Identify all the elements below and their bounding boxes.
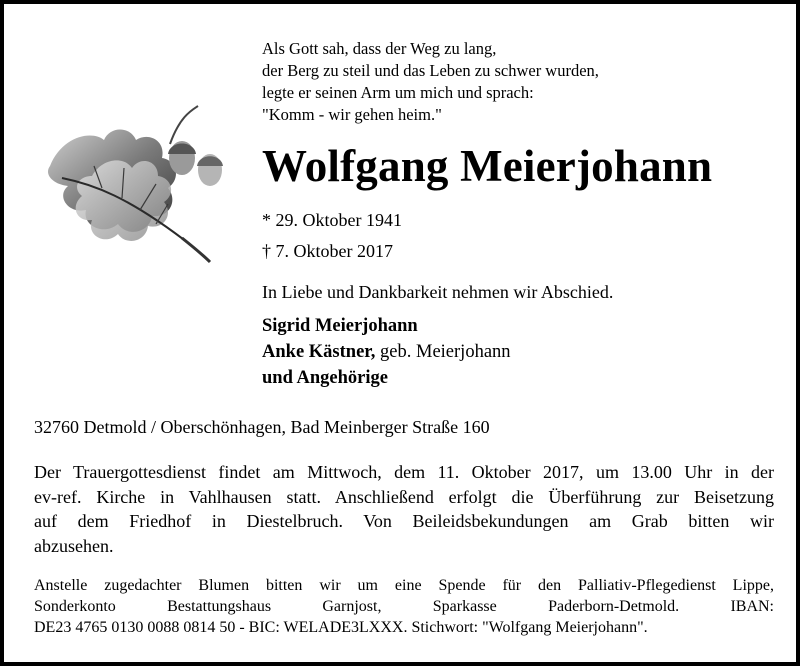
- mourner-name: Sigrid Meierjohann: [262, 316, 418, 336]
- service-line: abzusehen.: [34, 535, 114, 556]
- farewell-text: In Liebe und Dankbarkeit nehmen wir Abschied.: [262, 282, 614, 302]
- mourners: [262, 313, 511, 391]
- donation-line: Anstelle zugedachter Blumen bitten wir um eine Spende für den Palliativ-Pflegedienst Lippe,: [34, 577, 774, 594]
- donation-line: Sonderkonto Bestattungshaus Garnjost, Sparkasse Paderborn-Detmold. IBAN:: [34, 598, 774, 615]
- mourner-maiden-name: geb. Meierjohann: [375, 342, 511, 362]
- life-dates: [262, 205, 402, 267]
- death-date: † 7. Oktober 2017: [262, 241, 393, 261]
- poem-line: "Komm - wir gehen heim.": [262, 105, 442, 124]
- poem-line: legte er seinen Arm um mich und sprach:: [262, 83, 534, 102]
- poem-line: der Berg zu steil und das Leben zu schwer wurden,: [262, 61, 599, 80]
- mourner-entry: [262, 339, 511, 365]
- poem: [262, 38, 599, 126]
- service-line: auf dem Friedhof in Diestelbruch. Von Beileidsbekundungen am Grab bitten wir: [34, 511, 774, 531]
- oak-leaf-acorn-icon: [32, 96, 232, 266]
- mourner-name: und Angehörige: [262, 368, 388, 388]
- poem-line: Als Gott sah, dass der Weg zu lang,: [262, 39, 497, 58]
- birth-date: * 29. Oktober 1941: [262, 210, 402, 230]
- service-line: ev-ref. Kirche in Vahlhausen statt. Anschließend erfolgt die Überführung zur Beisetzung: [34, 486, 774, 507]
- donation-line: DE23 4765 0130 0088 0814 50 - BIC: WELADE3LXXX. Stichwort: "Wolfgang Meierjohann".: [34, 619, 648, 636]
- address: 32760 Detmold / Oberschönhagen, Bad Meinberger Straße 160: [34, 417, 490, 437]
- mourner-name: Anke Kästner,: [262, 342, 376, 362]
- service-line: Der Trauergottesdienst findet am Mittwoch, dem 11. Oktober 2017, um 13.00 Uhr in der: [34, 462, 774, 482]
- deceased-name: Wolfgang Meierjohann: [262, 141, 713, 191]
- service-details: [34, 460, 774, 558]
- donation-request: [34, 575, 774, 638]
